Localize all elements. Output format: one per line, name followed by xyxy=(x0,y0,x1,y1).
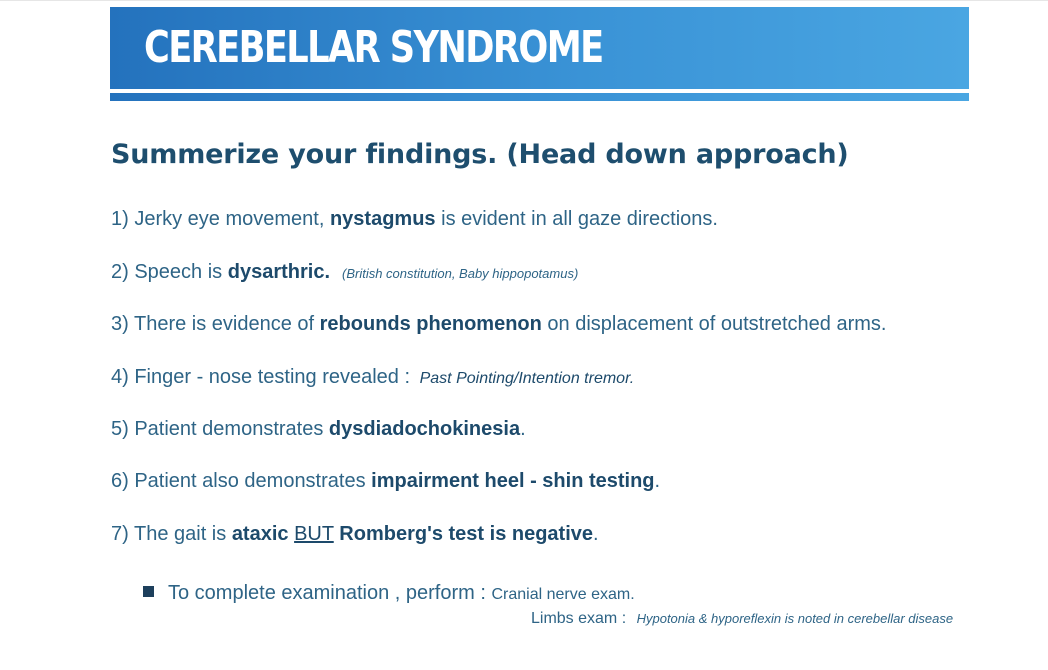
finding-text: 5) Patient demonstrates xyxy=(111,418,329,440)
finding-text: is evident in all gaze directions. xyxy=(435,208,718,230)
square-bullet-icon xyxy=(143,586,154,597)
bullet-detail: Cranial nerve exam. xyxy=(491,586,635,603)
limbs-exam-line xyxy=(531,608,953,630)
finding-keyword: ataxic xyxy=(231,523,289,545)
finding-text: 6) Patient also demonstrates xyxy=(111,470,372,492)
finding-text: . xyxy=(593,523,599,545)
finding-text: 3) There is evidence of xyxy=(111,313,320,335)
finding-text: 7) The gait is xyxy=(111,523,232,545)
finding-keyword: nystagmus xyxy=(329,208,436,230)
sub-label: Limbs exam : xyxy=(531,610,631,627)
finding-text: . xyxy=(654,470,661,492)
bullet-text: To complete examination , perform : xyxy=(168,582,492,604)
finding-6 xyxy=(111,468,660,494)
finding-7 xyxy=(111,521,599,547)
complete-exam-bullet xyxy=(143,581,635,607)
finding-underlined: BUT xyxy=(294,523,334,545)
banner-divider xyxy=(110,93,969,101)
finding-1 xyxy=(111,206,718,232)
finding-3 xyxy=(111,311,886,337)
finding-5 xyxy=(111,416,526,442)
finding-keyword: Romberg's test is negative xyxy=(339,523,594,545)
finding-text: 2) Speech is xyxy=(111,261,228,283)
finding-keyword: dysdiadochokinesia xyxy=(328,418,521,440)
finding-text: 4) Finger - nose testing revealed : xyxy=(111,366,416,388)
slide-title: CEREBELLAR SYNDROME xyxy=(144,22,603,73)
section-heading: Summerize your findings. (Head down approach) xyxy=(111,139,849,170)
finding-text: 1) Jerky eye movement, xyxy=(111,208,330,230)
finding-note: Past Pointing/Intention tremor. xyxy=(419,370,635,387)
finding-keyword: impairment heel - shin testing xyxy=(371,470,655,492)
finding-keyword: rebounds phenomenon xyxy=(319,313,542,335)
finding-text: . xyxy=(520,418,526,440)
finding-2 xyxy=(111,259,578,287)
finding-4 xyxy=(111,364,634,392)
finding-text: on displacement of outstretched arms. xyxy=(541,313,887,335)
finding-note: (British constitution, Baby hippopotamus) xyxy=(342,266,579,281)
finding-keyword: dysarthric. xyxy=(227,261,330,283)
title-banner xyxy=(110,7,969,89)
sub-note: Hypotonia & hyporeflexin is noted in cerebellar disease xyxy=(636,611,954,626)
